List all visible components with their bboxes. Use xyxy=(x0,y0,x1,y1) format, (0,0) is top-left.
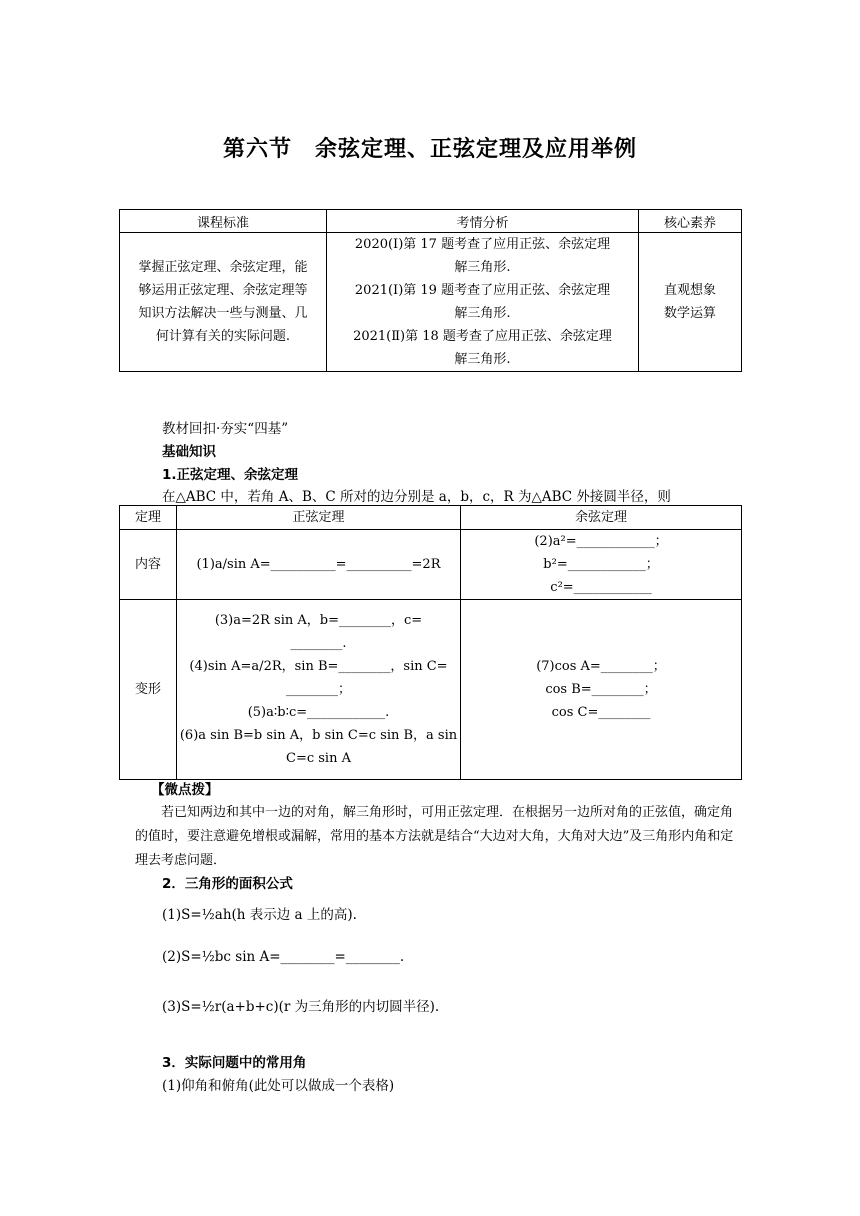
sine-transform xyxy=(177,600,461,780)
cell-literacy xyxy=(639,233,742,372)
sine-transform-line: (4)sin A=a/2R，sin B=________，sin C= xyxy=(189,659,448,674)
section-intro: 教材回扣·夯实“四基” xyxy=(162,421,289,437)
cosine-transform xyxy=(461,600,742,780)
curriculum-table xyxy=(119,209,742,372)
cosine-line: (2)a²=____________； xyxy=(534,534,668,549)
area-formula-1: (1)S=½ah(h 表示边 a 上的高). xyxy=(162,907,357,923)
area-formula-2: (2)S=½bc sin A=________=________. xyxy=(162,949,405,965)
row-label-content: 内容 xyxy=(120,530,177,600)
col-header-theorem: 定理 xyxy=(120,506,177,530)
theorem-table xyxy=(119,505,742,780)
cell-analysis xyxy=(327,233,639,372)
sine-transform-line: C=c sin A xyxy=(286,751,351,766)
cosine-line: b²=____________； xyxy=(543,557,659,572)
cosine-content xyxy=(461,530,742,600)
col-header-sine: 正弦定理 xyxy=(177,506,461,530)
sine-content: (1)a/sin A=__________=__________=2R xyxy=(177,530,461,600)
header-standard: 课程标准 xyxy=(120,210,327,233)
cosine-transform-line: cos B=________； xyxy=(545,682,657,697)
analysis-line: 2021(Ⅱ)第 18 题考查了应用正弦、余弦定理 xyxy=(353,329,612,344)
header-analysis: 考情分析 xyxy=(327,210,639,233)
standard-line: 够运用正弦定理、余弦定理等 xyxy=(138,283,308,298)
cosine-transform-line: cos C=________ xyxy=(551,705,651,720)
sine-transform-line: (3)a=2R sin A，b=________，c= xyxy=(214,613,423,628)
literacy-line: 直观想象 xyxy=(663,283,716,298)
analysis-line: 解三角形. xyxy=(454,306,511,321)
standard-line: 何计算有关的实际问题. xyxy=(155,329,291,344)
analysis-line: 解三角形. xyxy=(454,260,511,275)
heading-angles: 3．实际问题中的常用角 xyxy=(162,1055,307,1071)
row-label-transform: 变形 xyxy=(120,600,177,780)
sine-transform-line: ________； xyxy=(285,682,351,697)
analysis-line: 2020(Ⅰ)第 17 题考查了应用正弦、余弦定理 xyxy=(354,237,611,252)
analysis-line: 2021(Ⅰ)第 19 题考查了应用正弦、余弦定理 xyxy=(354,283,611,298)
tip-text: 若已知两边和其中一边的对角，解三角形时，可用正弦定理．在根据另一边所对角的正弦值，确定角的值时，要注意避免增根或漏解，常用的基本方法就是结合“大边对大角，大角对大边”及三角形内角和定理去考虑问题． xyxy=(135,805,734,868)
cell-standard xyxy=(120,233,327,372)
col-header-cosine: 余弦定理 xyxy=(461,506,742,530)
cosine-line: c²=____________ xyxy=(550,580,652,595)
intro-line: 在△ABC 中，若角 A、B、C 所对的边分别是 a，b，c，R 为△ABC 外接圆半径，则 xyxy=(162,489,671,505)
sine-transform-line: (5)a∶b∶c=____________. xyxy=(247,705,390,720)
cosine-transform-line: (7)cos A=________； xyxy=(536,659,666,674)
area-formula-3: (3)S=½r(a+b+c)(r 为三角形的内切圆半径). xyxy=(162,999,440,1015)
heading-area: 2．三角形的面积公式 xyxy=(162,876,293,892)
literacy-line: 数学运算 xyxy=(663,306,716,321)
tip-title: 【微点拨】 xyxy=(151,782,219,798)
analysis-line: 解三角形. xyxy=(454,352,511,367)
item-elevation-depression: (1)仰角和俯角(此处可以做成一个表格) xyxy=(162,1078,395,1094)
page-title: 第六节 余弦定理、正弦定理及应用举例 xyxy=(222,137,637,162)
standard-line: 掌握正弦定理、余弦定理，能 xyxy=(138,260,308,275)
standard-line: 知识方法解决一些与测量、几 xyxy=(138,306,308,321)
sine-transform-line: ________. xyxy=(290,636,347,651)
basic-knowledge-heading: 基础知识 xyxy=(162,444,216,460)
heading-sine-cosine: 1.正弦定理、余弦定理 xyxy=(162,467,299,483)
header-literacy: 核心素养 xyxy=(639,210,742,233)
sine-transform-line: (6)a sin B=b sin A，b sin C=c sin B，a sin xyxy=(179,728,458,743)
